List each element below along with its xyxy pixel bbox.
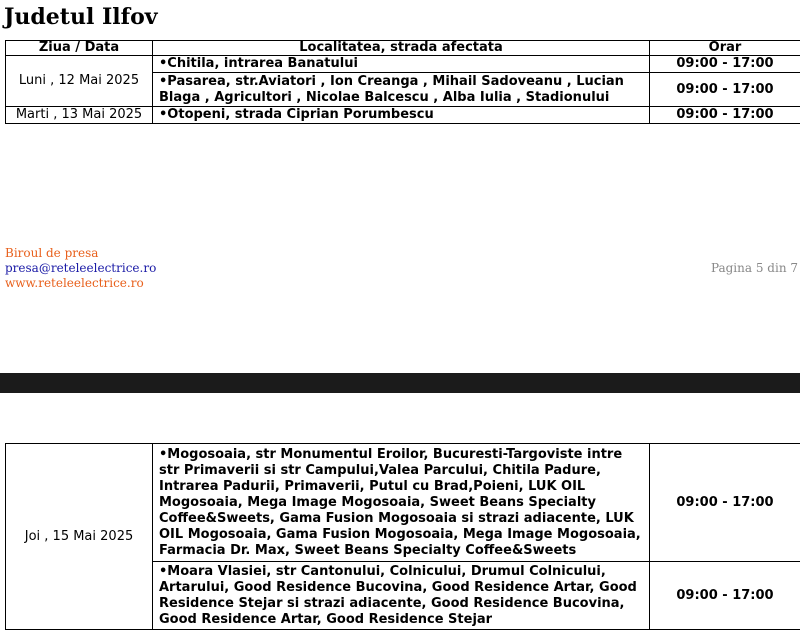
time-cell: 09:00 - 17:00	[650, 56, 800, 73]
header-date: Ziua / Data	[6, 41, 153, 56]
location-cell: •Chitila, intrarea Banatului	[153, 56, 650, 73]
outage-table-continued	[5, 443, 800, 630]
time-cell: 09:00 - 17:00	[650, 444, 800, 562]
date-cell: Joi , 15 Mai 2025	[6, 444, 153, 630]
table-row	[6, 56, 800, 73]
location-cell: •Moara Vlasiei, str Cantonului, Colnicului, Drumul Colnicului, Artarului, Good Residence Bucovina, Good Residence Artar, Good Residence Stejar si strazi adiacente, Good Residence Bucovina, Good Residence Artar, Good Residence Stejar	[153, 562, 650, 630]
press-email-link[interactable]: presa@reteleelectrice.ro	[5, 261, 157, 275]
header-location: Localitatea, strada afectata	[153, 41, 650, 56]
press-office-label: Biroul de presa	[5, 246, 99, 260]
header-time: Orar	[650, 41, 800, 56]
outage-table	[5, 40, 800, 124]
table-row	[6, 444, 800, 562]
page-number: Pagina 5 din 7	[710, 261, 798, 275]
table-header-row	[6, 41, 800, 56]
page-title: Judetul Ilfov	[4, 4, 158, 30]
date-cell: Marti , 13 Mai 2025	[6, 107, 153, 124]
location-cell: •Mogosoaia, str Monumentul Eroilor, Bucuresti-Targoviste intre str Primaverii si str Campului,Valea Parcului, Chitila Padure, Intrarea Padurii, Primaverii, Putul cu Brad,Poieni, LUK OIL Mogosoaia, Mega Image Mogosoaia, Sweet Beans Specialty Coffee&Sweets, Gama Fusion Mogosoaia si strazi adiacente, LUK OIL Mogosoaia, Gama Fusion Mogosoaia, Mega Image Mogosoaia, Farmacia Dr. Max, Sweet Beans Specialty Coffee&Sweets	[153, 444, 650, 562]
time-cell: 09:00 - 17:00	[650, 73, 800, 107]
table-row	[6, 107, 800, 124]
time-cell: 09:00 - 17:00	[650, 562, 800, 630]
website-link[interactable]: www.reteleelectrice.ro	[5, 276, 144, 290]
time-cell: 09:00 - 17:00	[650, 107, 800, 124]
date-cell: Luni , 12 Mai 2025	[6, 56, 153, 107]
page-divider	[0, 373, 800, 393]
location-cell: •Pasarea, str.Aviatori , Ion Creanga , Mihail Sadoveanu , Lucian Blaga , Agricultori , Nicolae Balcescu , Alba Iulia , Stadionului	[153, 73, 650, 107]
location-cell: •Otopeni, strada Ciprian Porumbescu	[153, 107, 650, 124]
press-office-footer	[5, 246, 156, 291]
